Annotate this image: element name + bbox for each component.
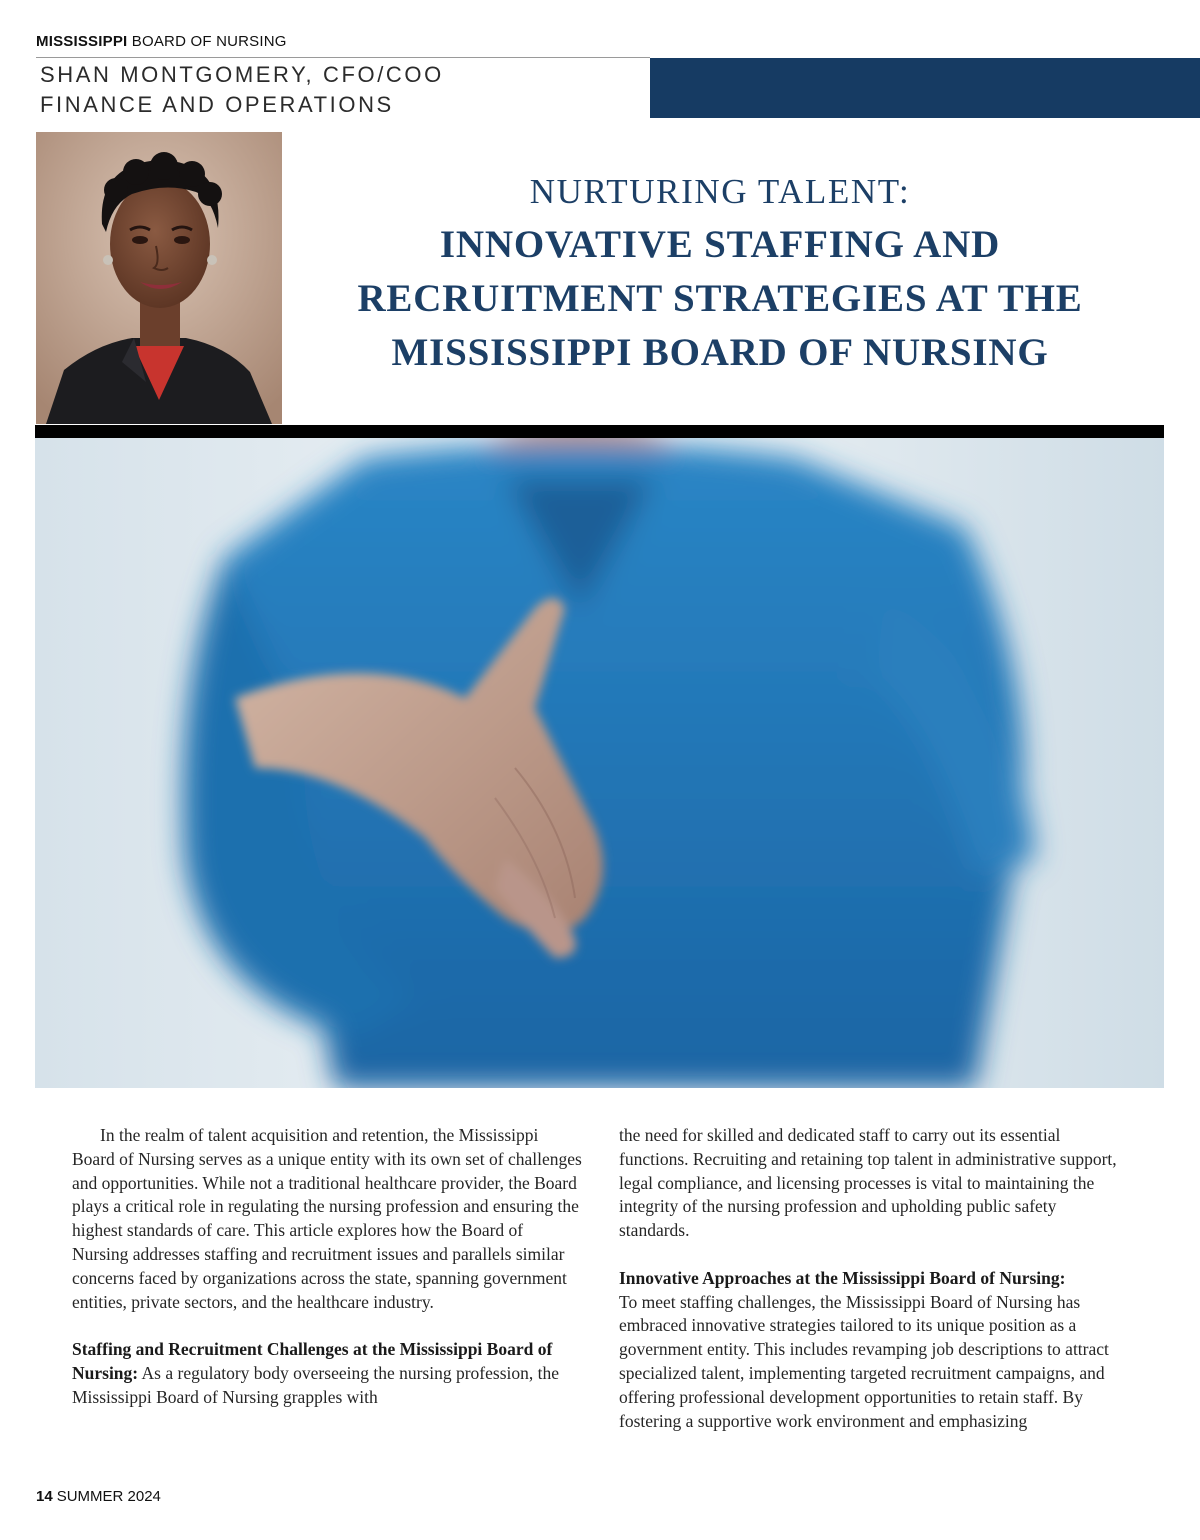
header-rule <box>36 57 650 58</box>
article-title-line-1: INNOVATIVE STAFFING AND <box>439 223 1001 266</box>
author-portrait <box>36 132 282 424</box>
section-1-body-start: As a regulatory body overseeing the nursing profession, the Mississippi Board of Nursing grapples with <box>72 1362 560 1407</box>
page-footer <box>36 1488 161 1505</box>
section-2-body: To meet staffing challenges, the Mississippi Board of Nursing has embraced innovative strategies tailored to its unique position as a government entity. This includes revamping job descriptions to attract specialized talent, implementing targeted recruitment campaigns, and offering professional development opportunities to retain staff. By fostering a supportive work environment and emphasizing <box>619 1291 1109 1431</box>
black-divider-rule <box>35 425 1164 438</box>
article-intro-paragraph: In the realm of talent acquisition and retention, the Mississippi Board of Nursing serves as a unique entity with its own set of challenges and opportunities. While not a traditional healthcare provider, the Board plays a critical role in regulating the nursing profession and ensuring the highest standards of care. This article explores how the Board of Nursing addresses staffing and recruitment issues and parallels similar concerns faced by organizations across the state, spanning government entities, private sectors, and the healthcare industry. <box>72 1125 582 1312</box>
header-navy-bar <box>650 58 1200 118</box>
section-2-heading <box>619 1267 1129 1291</box>
article-kicker: NURTURING TALENT: <box>529 172 911 211</box>
running-head <box>36 33 287 50</box>
section-1-body-continued: the need for skilled and dedicated staff to carry out its essential functions. Recruiting and retaining top talent in administrative support, legal compliance, and licensing processes is vital to maintaining the integrity of the nursing profession and upholding public safety standards. <box>619 1125 1117 1241</box>
running-head-org-rest: BOARD OF NURSING <box>127 33 287 50</box>
article-column-right <box>619 1124 1129 1433</box>
author-department: FINANCE AND OPERATIONS <box>40 92 394 117</box>
section-2-heading-text: Innovative Approaches at the Mississippi Board of Nursing: <box>619 1267 1066 1288</box>
running-head-org-bold: MISSISSIPPI <box>36 33 128 50</box>
article-column-left <box>72 1124 582 1410</box>
author-name: SHAN MONTGOMERY, CFO/COO <box>40 62 444 87</box>
article-title-line-3: MISSISSIPPI BOARD OF NURSING <box>391 331 1049 374</box>
issue-label: SUMMER 2024 <box>56 1488 161 1505</box>
page-number: 14 <box>36 1488 53 1505</box>
article-title <box>300 218 1140 380</box>
hero-photo <box>35 438 1164 1088</box>
section-1-heading: Staffing and Recruitment Challenges at the Mississippi Board of Nursing: <box>72 1339 553 1383</box>
article-title-line-2: RECRUITMENT STRATEGIES AT THE <box>357 277 1083 320</box>
section-1-paragraph <box>72 1338 582 1409</box>
